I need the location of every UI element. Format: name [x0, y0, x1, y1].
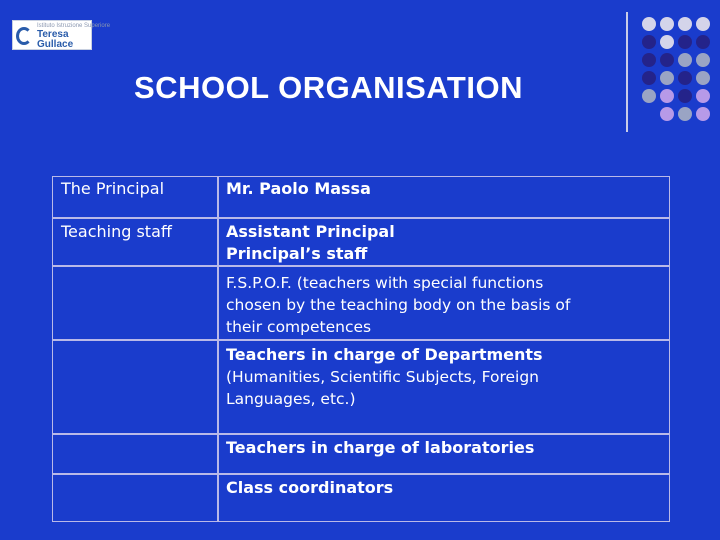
fspof-line1: F.S.P.O.F. (teachers with special functions — [226, 274, 544, 292]
divider-line — [626, 12, 628, 132]
table-cell-empty-4 — [52, 340, 218, 434]
school-logo — [12, 20, 111, 50]
table-cell-empty-6 — [52, 474, 218, 522]
principal-label: The Principal — [61, 179, 165, 198]
principals-staff-text: Principal’s staff — [226, 244, 368, 263]
slide-title: SCHOOL ORGANISATION — [134, 70, 523, 105]
fspof-line2: chosen by the teaching body on the basis of — [226, 296, 571, 314]
logo-tagline: Istituto Istruzione Superiore — [37, 23, 111, 29]
departments-line2: (Humanities, Scientific Subjects, Foreign — [226, 368, 539, 386]
table-cell-empty-3 — [52, 266, 218, 340]
departments-line3: Languages, etc.) — [226, 390, 356, 408]
logo-emblem-icon — [16, 27, 32, 45]
teaching-staff-label: Teaching staff — [61, 222, 172, 241]
table-cell-empty-5 — [52, 434, 218, 474]
class-coordinators-text: Class coordinators — [226, 478, 394, 497]
assistant-principal-text: Assistant Principal — [226, 222, 395, 241]
principal-name: Mr. Paolo Massa — [226, 179, 371, 198]
logo-name-line1: Teresa — [37, 29, 69, 40]
laboratories-text: Teachers in charge of laboratories — [226, 438, 535, 457]
fspof-line3: their competences — [226, 318, 372, 336]
logo-name — [37, 30, 73, 50]
logo-name-line2: Gullace — [37, 39, 74, 50]
decorative-dot-grid-icon — [640, 16, 720, 126]
departments-line1: Teachers in charge of Departments — [226, 345, 543, 364]
